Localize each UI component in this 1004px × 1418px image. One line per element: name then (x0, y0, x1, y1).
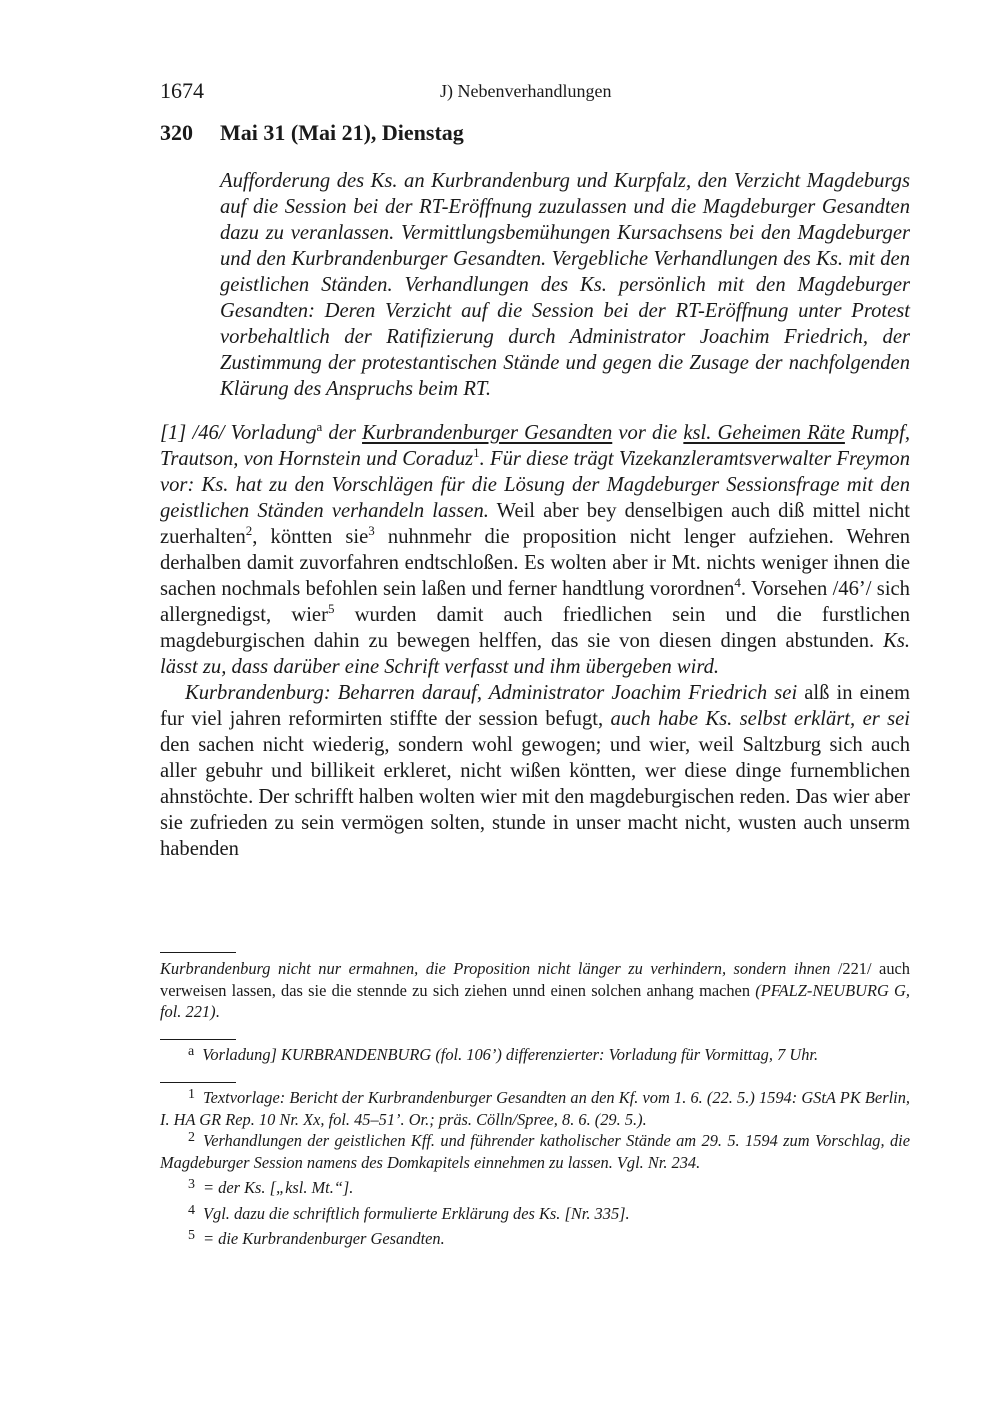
underlined-text: Kurbrandenburger Gesandten (362, 422, 613, 444)
source-text: alß in einem fur viel jahren reformirten stiffte der session befugt, (160, 682, 910, 730)
footnote-text: Kurbrandenburg nicht nur ermahnen, die Proposition nicht länger zu verhindern, sondern ihnen (160, 959, 831, 978)
editorial-text: vor die (612, 422, 684, 444)
footnote-text: . (215, 1002, 220, 1021)
footnote-ref-3[interactable]: 3 (368, 523, 375, 538)
footnote-divider (160, 1039, 236, 1040)
footnote-5 (160, 1228, 910, 1250)
footnote-text: Textvorlage: Bericht der Kurbrandenburger Gesandten an den Kf. vom 1. 6. (22. 5.) 1594: GStA PK Berlin, I. HA GR Rep. 10 Nr. Xx, fol. 45–51’. Or.; präs. Cölln/Spree, 8. 6. (29. 5.). (160, 1088, 910, 1129)
footnote-1 (160, 1087, 910, 1130)
editorial-text: . Für diese trägt Vizekanzleramtsverwalter Freymon vor: Ks. hat zu den Vorschlägen für die Lösung der Magdeburger Sessionsfrage mit den geistlichen Ständen verhandeln lassen. (160, 448, 911, 522)
running-head (160, 78, 910, 108)
footnote-mark: 2 (188, 1130, 195, 1145)
body-text (160, 420, 910, 862)
underlined-text: ksl. Geheimen Räte (683, 422, 845, 444)
footnote-text: Verhandlungen der geistlichen Kff. und führender katholischer Stände am 29. 5. 1594 zum Vorschlag, die Magdeburger Session namens des Domkapitels einnehmen zu lassen. Vgl. Nr. 234. (160, 1131, 910, 1172)
source-text: Weil aber bey denselbigen auch diß mittel nicht zuerhalten (160, 500, 910, 548)
footnote-text: = der Ks. [„ksl. Mt.“]. (203, 1178, 354, 1197)
footnote-ref-2[interactable]: 2 (245, 523, 253, 538)
footnote-ref-4[interactable]: 4 (734, 575, 741, 590)
footnote-text: Vgl. dazu die schriftlich formulierte Erklärung des Ks. [Nr. 335]. (203, 1203, 630, 1223)
footnote-mark: 1 (188, 1087, 195, 1102)
footnote-mark: 3 (188, 1177, 195, 1192)
source-text: wurden damit auch friedlichen sein und die furstlichen magdeburgischen dahin zu bewegen helffen, das sie von diesen dingen abstunden. (160, 604, 910, 652)
footnote-mark: 4 (188, 1202, 195, 1218)
footnote-text: = die Kurbrandenburger Gesandten. (203, 1229, 445, 1248)
footnote-4 (160, 1203, 910, 1225)
footnote-mark: a (188, 1044, 195, 1059)
footnote-2 (160, 1130, 910, 1173)
footnote-mark: 5 (188, 1228, 195, 1243)
footnote-text: /221/ auch verweisen lassen, das sie die stennde zu sich ziehen unnd einen solchen anhang machen (160, 959, 910, 1000)
numbered-footnotes (160, 1087, 910, 1250)
editorial-text: Ks. lässt zu, dass darüber eine Schrift verfasst und ihm übergeben wird. (160, 630, 910, 678)
source-text: nuhnmehr die proposition nicht lenger aufziehen. Wehren derhalben damit zuvorfahren endtschloßen. Es wolten aber ir Mt. nichts weniger ihnen die sachen nochmals befohlen sein laßen und ferner handtlung vorordnen (160, 526, 911, 600)
editorial-text: Rumpf, Trautson, von Hornstein und Coraduz (160, 422, 910, 470)
editorial-text: [1] /46/ Vorladung (160, 422, 317, 444)
lettered-footnotes (160, 1044, 910, 1066)
page-number: 1674 (160, 78, 204, 103)
footnote-source: (PFALZ-NEUBURG G, fol. 221) (160, 980, 910, 1021)
footnote-ref-5[interactable]: 5 (327, 601, 335, 616)
document-heading (160, 120, 464, 146)
paragraph-1 (160, 420, 910, 680)
footnote-ref-1[interactable]: 1 (473, 445, 480, 460)
section-title: J) Nebenverhandlungen (440, 81, 612, 101)
paragraph-2 (160, 680, 910, 862)
editorial-text: der (322, 422, 363, 444)
footnote-text: Vorladung] KURBRANDENBURG (fol. 106’) differenzierter: Vorladung für Vormittag, 7 Uhr. (202, 1045, 819, 1064)
document-date-title: Mai 31 (Mai 21), Dienstag (220, 120, 464, 145)
editorial-text: auch habe Ks. selbst erklärt, er sei (610, 708, 910, 730)
editorial-text: Kurbrandenburg: Beharren darauf, Administrator Joachim Friedrich sei (185, 682, 798, 704)
footnote-a (160, 1044, 910, 1066)
footnote-divider (160, 952, 236, 953)
source-text: . Vorsehen /46’/ sich allergnedigst, wier (160, 578, 910, 626)
footnote-3 (160, 1177, 910, 1199)
source-text: den sachen nicht wiederig, sondern wohl gewogen; und wier, weil Saltzburg sich auch aller gebuhr und billikeit erkleret, nicht wißen köntten, wer diese dinge furnemblichen ahnstöchte. Der schrifft halben wolten wier mit den magdeburgischen reden. Das wier aber sie zufrieden zu sein vermögen solten, stunde in unser macht nicht, wusten auch unserm habenden (160, 734, 910, 860)
document-number: 320 (160, 120, 193, 145)
footnote-carryover (160, 958, 910, 1023)
document-summary: Aufforderung des Ks. an Kurbrandenburg und Kurpfalz, den Verzicht Magdeburgs auf die Session bei der RT-Eröffnung zuzulassen und die Magdeburger Gesandten dazu zu veranlassen. Vermittlungsbemühungen Kursachsens bei den Magdeburger und den Kurbrandenburger Gesandten. Vergebliche Verhandlungen des Ks. mit den geistlichen Ständen. Verhandlungen des Ks. persönlich mit den Magdeburger Gesandten: Deren Verzicht auf die Session bei der RT-Eröffnung unter Protest vorbehaltlich der Ratifizierung durch Administrator Joachim Friedrich, der Zustimmung der protestantischen Stände und gegen die Zusage der nachfolgenden Klärung des Anspruchs beim RT. (220, 170, 910, 400)
footnote-divider (160, 1082, 236, 1083)
source-text: , köntten sie (252, 526, 369, 548)
footnote-ref-a[interactable]: a (316, 419, 323, 434)
